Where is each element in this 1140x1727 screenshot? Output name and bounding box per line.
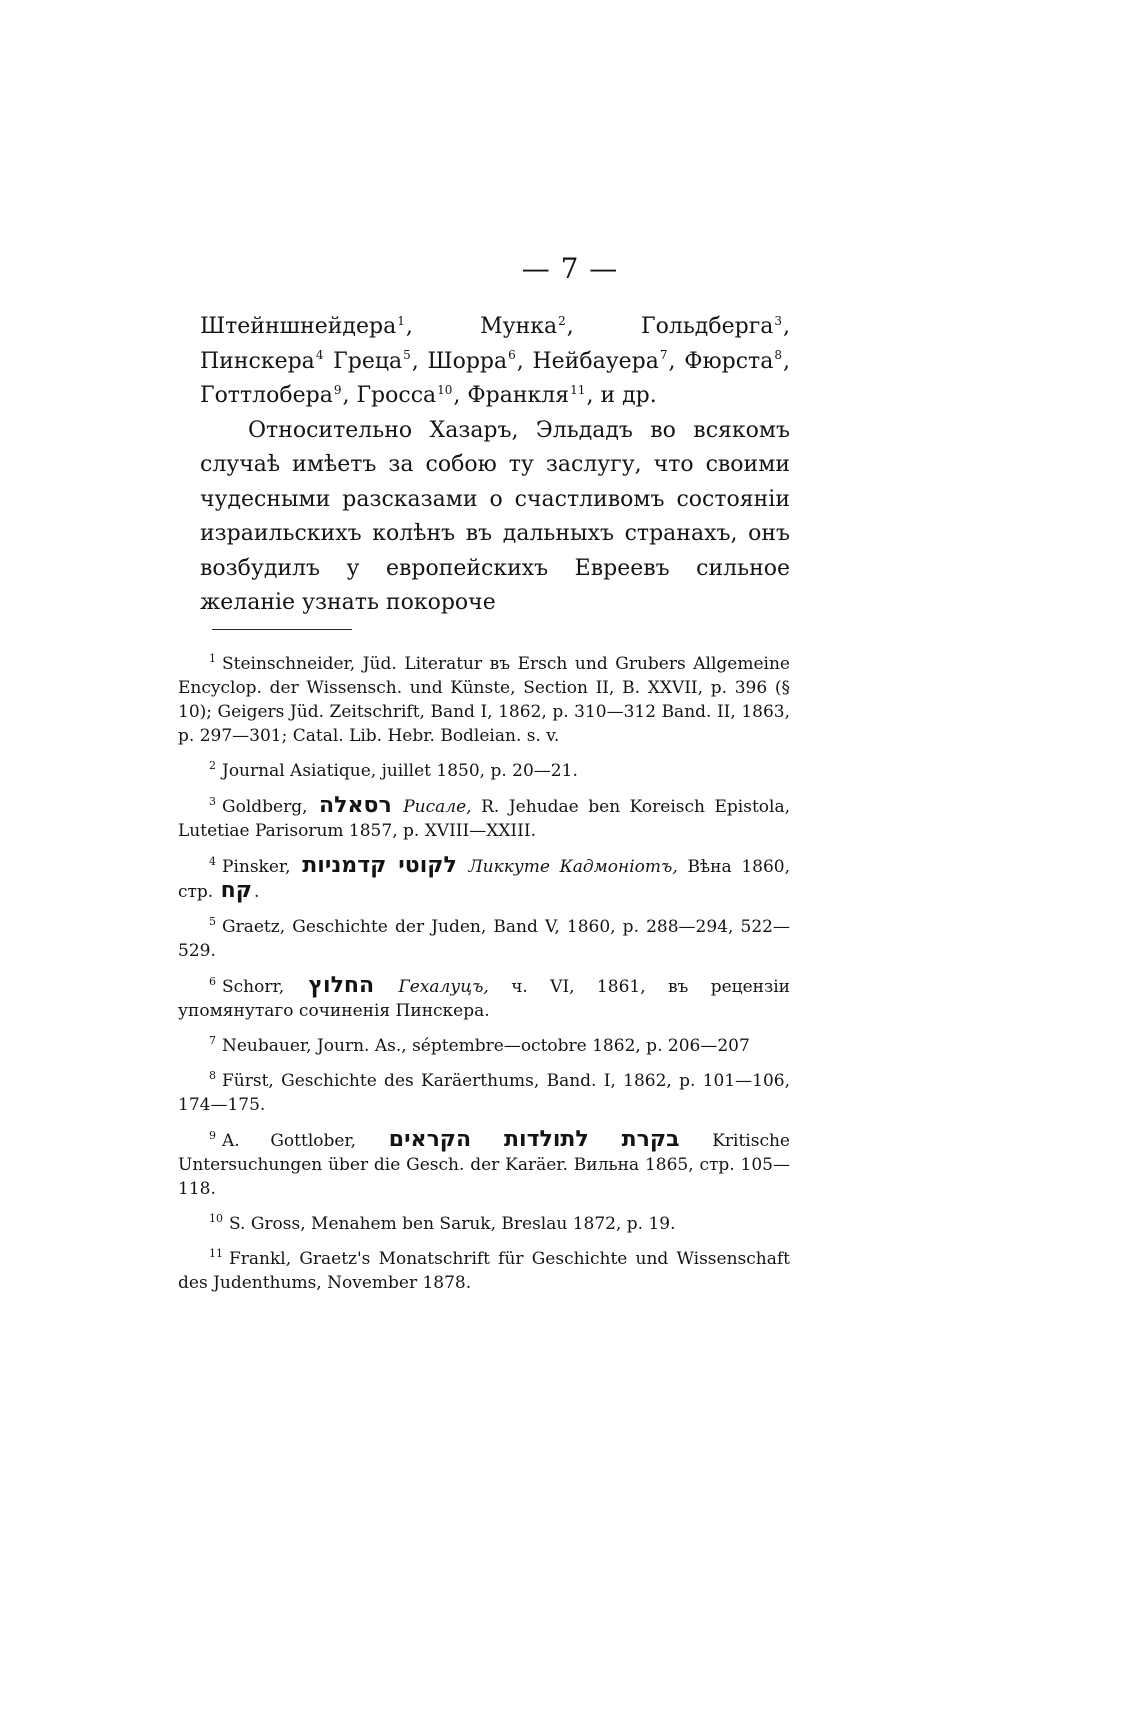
footnote-mark: 2 — [558, 313, 566, 328]
footnote-text: Вѣна 1860, стр. — [178, 857, 790, 902]
footnote-4 — [178, 854, 790, 904]
footnote-8 — [178, 1069, 790, 1117]
footnote-mark: 3 — [774, 313, 782, 328]
footnote-text: S. Gross, Menahem ben Saruk, Breslau 1872, p. 19. — [229, 1214, 676, 1234]
name: Нейбауера — [532, 348, 659, 374]
footnote-text: A. Gottlober, — [222, 1131, 357, 1151]
footnote-number: 2 — [209, 759, 216, 773]
name: Гольдберга — [641, 314, 774, 339]
footnote-mark: 1 — [397, 313, 405, 328]
name: Мунка — [480, 314, 558, 339]
footnote-text: Frankl, Graetz's Monatschrift für Geschichte und Wissenschaft des Judenthums, November 1878. — [178, 1249, 790, 1293]
footnote-number: 11 — [209, 1247, 223, 1261]
footnote-mark: 7 — [659, 348, 668, 363]
footnote-2 — [178, 759, 790, 783]
footnote-number: 10 — [209, 1212, 223, 1226]
footnote-mark: 10 — [437, 382, 453, 397]
footnote-3 — [178, 794, 790, 843]
footnote-number: 3 — [209, 795, 216, 809]
footnote-text: Graetz, Geschichte der Juden, Band V, 1860, p. 288—294, 522—529. — [178, 917, 790, 961]
footnote-text: . — [253, 882, 260, 902]
name: Фюрста — [684, 348, 774, 374]
footnote-number: 1 — [209, 652, 216, 666]
name: Греца — [333, 348, 403, 374]
footnote-text: Fürst, Geschichte des Karäerthums, Band. I, 1862, p. 101—106, 174—175. — [178, 1071, 790, 1115]
footnote-text: R. Jehudae ben Koreisch Epistola, Lutetiae Parisorum 1857, p. XVIII—XXIII. — [178, 797, 791, 841]
paragraph-khazars: Относительно Хазаръ, Эльдадъ во всякомъ случаѣ имѣетъ за собою ту заслугу, что своими чудесными разсказами о счастливомъ состояніи израильскихъ колѣнъ въ дальныхъ странахъ, онъ возбудилъ у европейскихъ Евреевъ сильное желаніе узнать покороче — [200, 417, 790, 615]
transliterated-title: Ликкуте Кадмоніотъ, — [468, 857, 678, 877]
hebrew-title: רסאלה — [319, 793, 392, 818]
footnote-mark: 4 — [315, 348, 324, 363]
footnote-text: Pinsker, — [222, 857, 291, 877]
footnote-number: 6 — [209, 975, 216, 989]
footnote-text: Kritische Untersuchungen über die Gesch. der Karäer. Вильна 1865, стр. 105—118. — [178, 1131, 790, 1199]
footnote-text: Neubauer, Journ. As., séptembre—octobre 1862, p. 206—207 — [222, 1036, 750, 1056]
footnote-number: 8 — [209, 1069, 216, 1083]
footnote-text: ч. VI, 1861, въ рецензіи упомянутаго сочиненія Пинскера. — [178, 977, 791, 1021]
footnotes — [178, 652, 790, 1306]
footnote-7 — [178, 1034, 790, 1058]
name: Штейншнейдера — [200, 314, 397, 339]
footnote-11 — [178, 1247, 790, 1295]
page-number: — 7 — — [521, 252, 619, 285]
footnote-number: 4 — [209, 855, 216, 869]
footnote-text: Steinschneider, Jüd. Literatur въ Ersch und Grubers Allgemeine Encyclop. der Wissensch. und Künste, Section II, B. XXVII, p. 396 (§ 10); Geigers Jüd. Zeitschrift, Band I, 1862, p. 310—312 Band. II, 1863, p. 297—301; Catal. Lib. Hebr. Bodleian. s. v. — [178, 654, 790, 746]
footnote-mark: 9 — [333, 382, 342, 397]
footnote-6 — [178, 974, 790, 1023]
paragraph-tail: и др. — [600, 383, 657, 408]
transliterated-title: Рисале, — [403, 797, 472, 817]
footnote-number: 5 — [209, 915, 216, 929]
footnote-mark: 6 — [508, 348, 516, 363]
footnote-9 — [178, 1128, 790, 1201]
name: Пинскера — [200, 348, 315, 374]
name: Гросса — [356, 383, 437, 408]
hebrew-page-number: קח — [220, 878, 252, 903]
footnote-mark: 11 — [570, 382, 586, 397]
footnote-10 — [178, 1212, 790, 1236]
transliterated-title: Гехалуцъ, — [398, 977, 489, 997]
footnote-separator — [212, 629, 352, 630]
hebrew-title: החלוץ — [308, 973, 375, 998]
footnote-text: Journal Asiatique, juillet 1850, p. 20—21. — [222, 761, 578, 781]
hebrew-title: בקרת לתולדות הקראים — [388, 1127, 680, 1152]
footnote-1 — [178, 652, 790, 748]
footnote-text: Schorr, — [222, 977, 285, 997]
paragraph-names-list: Штейншнейдера$^1$, Мунка$^2$, Гольдберга$^3$, Пинскера$^4$ Греца$^5$, Шорра$^6$, Нейбауера$^7$, Фюрста$^8$, Готтлобера$^9$, Гросса$^{10}$, Франкля$^{11}$, и др. — [200, 313, 790, 408]
name: Шорра — [427, 348, 508, 374]
name: Готтлобера — [200, 383, 333, 408]
body-text — [200, 310, 790, 621]
footnote-mark: 5 — [403, 348, 411, 363]
hebrew-title: לקוטי קדמניות — [302, 853, 457, 878]
footnote-number: 9 — [209, 1129, 216, 1143]
footnote-mark: 8 — [774, 348, 782, 363]
name: Франкля — [467, 383, 570, 408]
footnote-5 — [178, 915, 790, 963]
footnote-text: Goldberg, — [222, 797, 308, 817]
footnote-number: 7 — [209, 1034, 216, 1048]
